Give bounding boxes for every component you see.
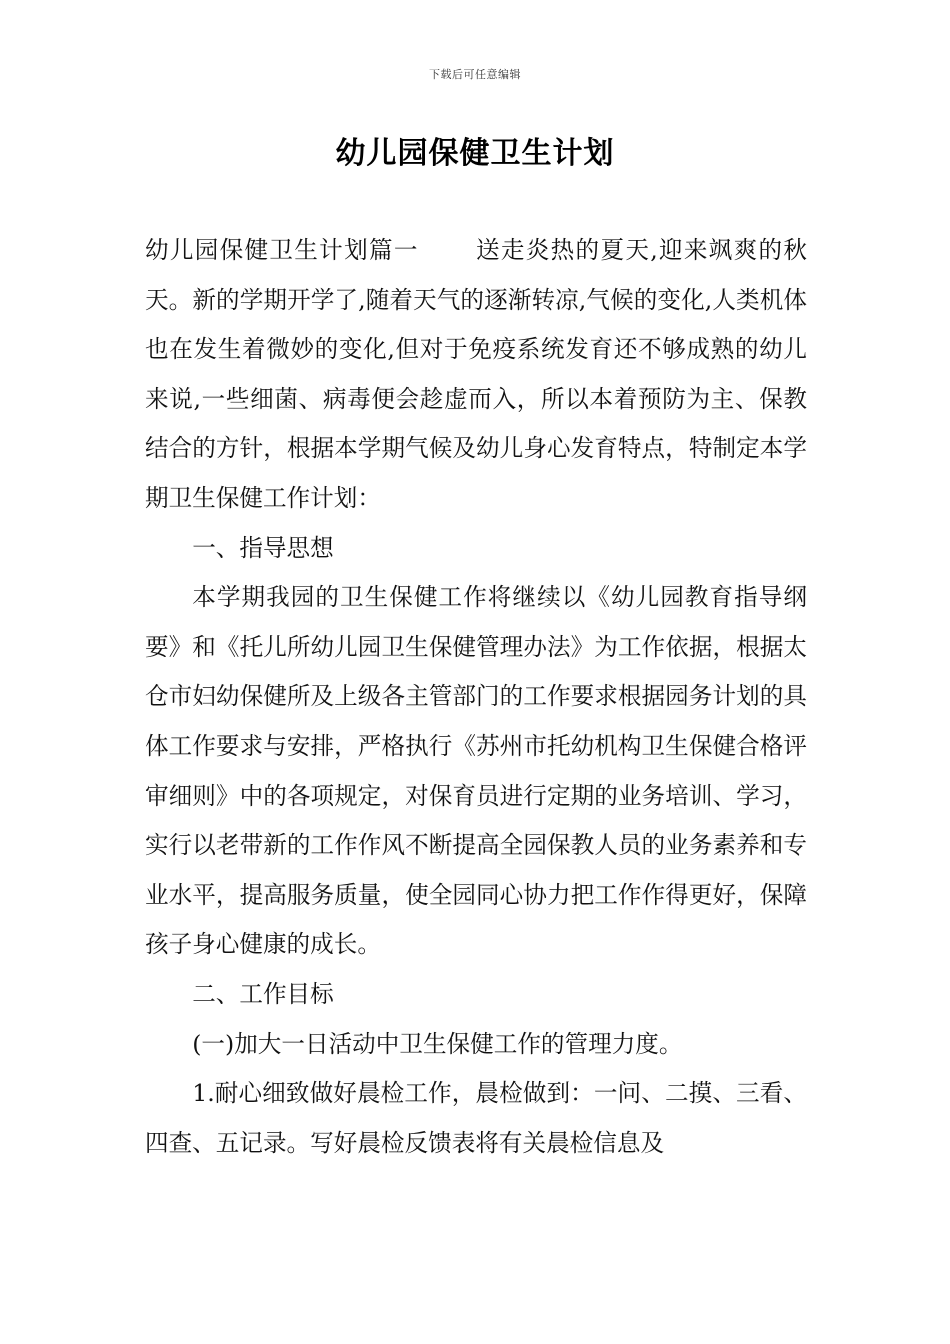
document-body — [145, 226, 807, 1168]
item1-paragraph: 1.耐心细致做好晨检工作，晨检做到：一问、二摸、三看、四查、五记录。写好晨检反馈表将有关晨检信息及 — [145, 1079, 807, 1157]
header-note: 下载后可任意编辑 — [429, 68, 521, 81]
section1-body: 本学期我园的卫生保健工作将继续以《幼儿园教育指导纲要》和《托儿所幼儿园卫生保健管理办法》为工作依据，根据太仓市妇幼保健所及上级各主管部门的工作要求根据园务计划的具体工作要求与安排，严格执行《苏州市托幼机构卫生保健合格评审细则》中的各项规定，对保育员进行定期的业务培训、学习，实行以老带新的工作作风不断提高全园保教人员的业务素养和专业水平，提高服务质量，使全园同心协力把工作作得更好，保障孩子身心健康的成长。 — [145, 583, 807, 959]
intro-heading: 幼儿园保健卫生计划篇一 — [145, 236, 419, 264]
document-title: 幼儿园保健卫生计划 — [335, 136, 615, 171]
intro-body: 送走炎热的夏天,迎来飒爽的秋天。新的学期开学了,随着天气的逐渐转凉,气候的变化,人类机体也在发生着微妙的变化,但对于免疫系统发育还不够成熟的幼儿来说,一些细菌、病毒便会趁虚而入，所以本着预防为主、保教结合的方针，根据本学期气候及幼儿身心发育特点，特制定本学期卫生保健工作计划： — [145, 236, 808, 512]
section2-heading: 二、工作目标 — [192, 979, 334, 1008]
sub1-heading: (一)加大一日活动中卫生保健工作的管理力度。 — [192, 1029, 683, 1058]
intro-paragraph — [145, 226, 807, 524]
section1-heading: 一、指导思想 — [192, 533, 334, 562]
